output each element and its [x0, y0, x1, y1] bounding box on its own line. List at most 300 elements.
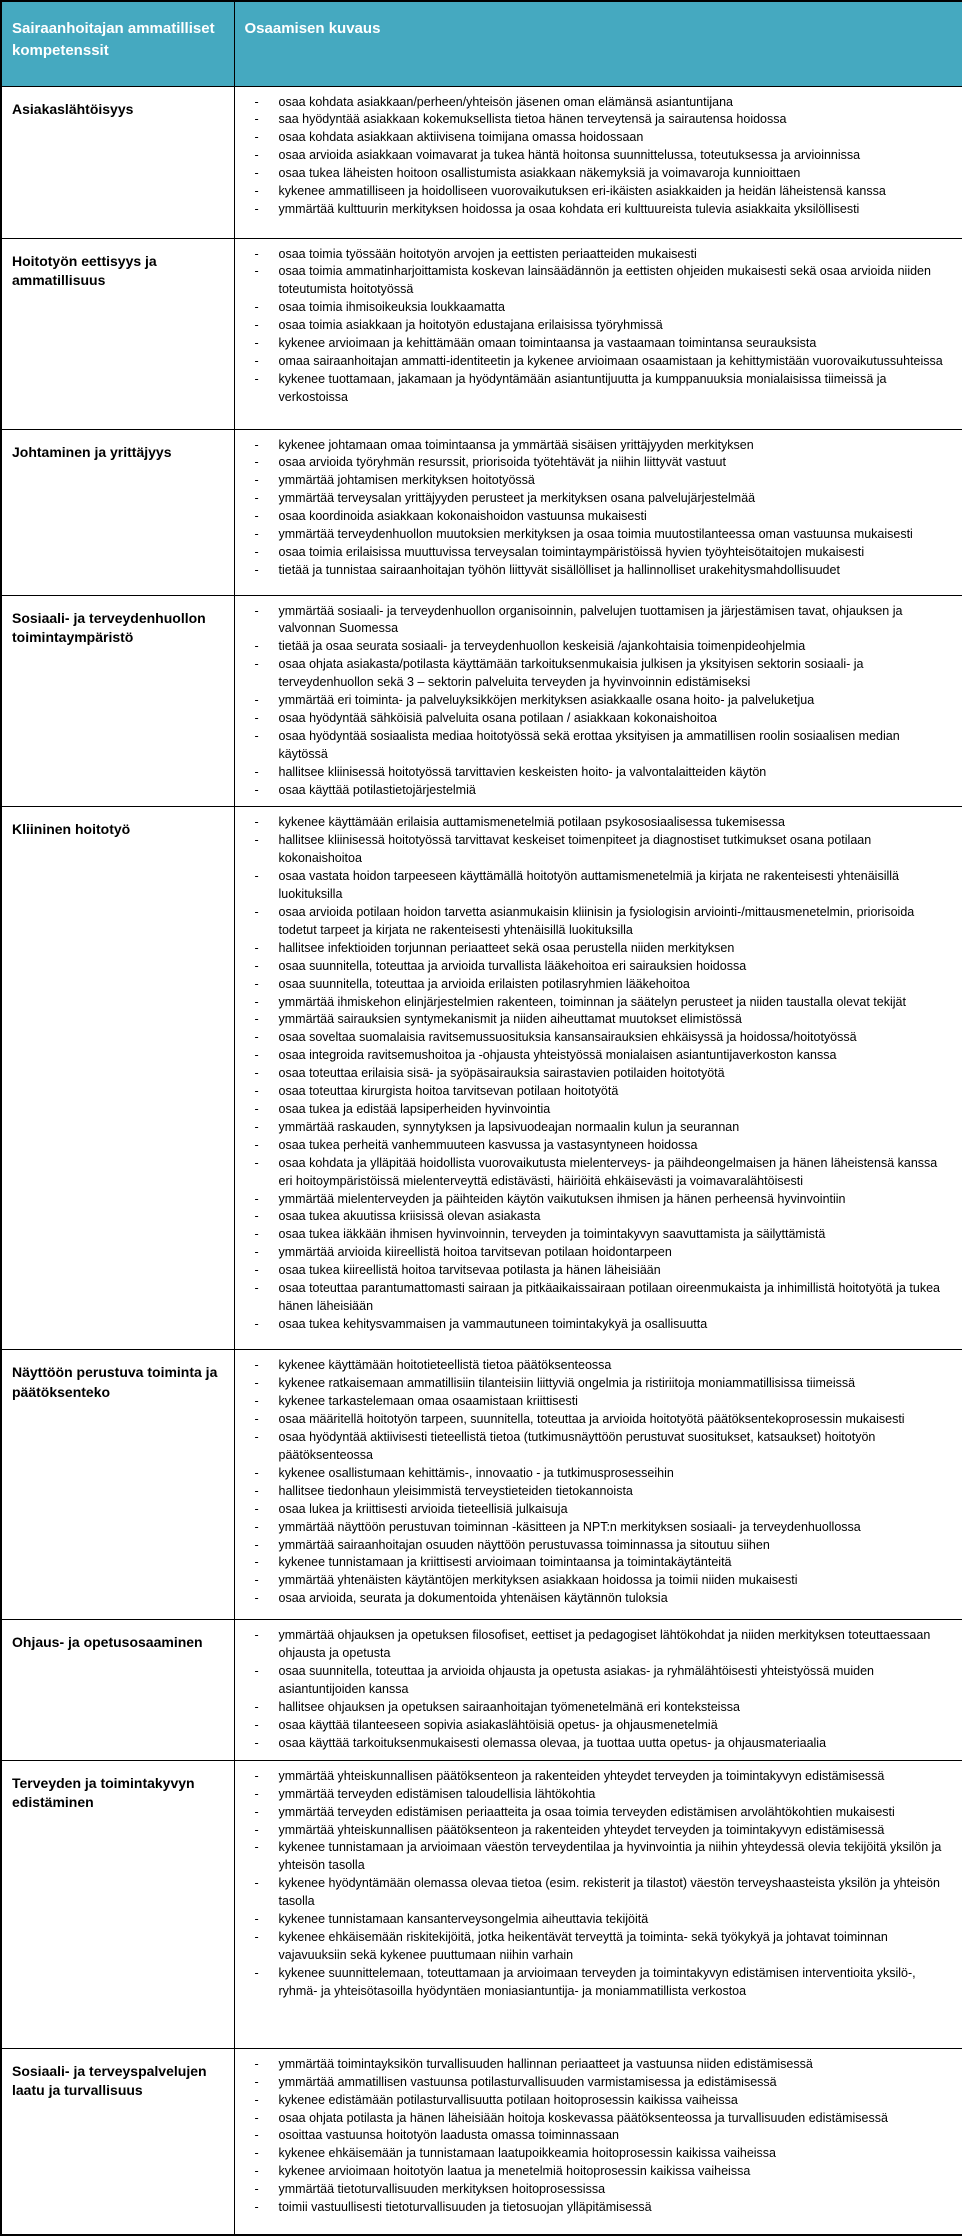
competency-descriptions	[234, 238, 962, 429]
list-item	[255, 1786, 955, 1804]
bullet-dash: -	[254, 509, 259, 524]
list-item	[255, 1875, 955, 1911]
bullet-text: osaa hyödyntää sosiaalista mediaa hoitotyössä sekä erottaa yksityisen ja ammatillisen roolin sosiaalisen median käytössä	[278, 728, 900, 761]
list-item	[255, 1101, 955, 1119]
list-item	[255, 1911, 955, 1929]
list-item	[255, 1663, 955, 1699]
competency-label: Terveyden ja toimintakyvyn edistäminen	[1, 1760, 234, 2048]
list-item	[255, 1929, 955, 1965]
header-row	[1, 1, 962, 86]
bullet-text: osaa suunnitella, toteuttaa ja arvioida erilaisten potilasryhmien lääkehoitoa	[278, 976, 690, 991]
bullet-text: osaa tukea iäkkään ihmisen hyvinvoinnin, terveyden ja toimintakyvyn saavuttamista ja säilyttämistä	[278, 1227, 826, 1242]
list-item	[255, 1262, 955, 1280]
bullet-dash: -	[254, 371, 259, 386]
bullet-text: kykenee ehkäisemään ja tunnistamaan laatupoikkeamia hoitoprosessin kaikissa vaiheissa	[278, 2146, 777, 2161]
bullet-dash: -	[254, 1965, 259, 1980]
bullet-dash: -	[254, 1573, 259, 1588]
bullet-dash: -	[254, 264, 259, 279]
list-item	[255, 832, 955, 868]
bullet-dash: -	[254, 1358, 259, 1373]
list-item	[255, 1839, 955, 1875]
bullet-dash: -	[254, 976, 259, 991]
bullet-text: omaa sairaanhoitajan ammatti-identiteetin ja kykenee arvioimaan osaamistaan ja kehittymistään vuorovaikutussuhteissa	[278, 353, 943, 368]
bullet-text: osaa kohdata asiakkaan aktiivisena toimijana omassa hoidossaan	[278, 130, 644, 145]
list-item	[255, 1501, 955, 1519]
bullet-dash: -	[254, 1718, 259, 1732]
list-item	[255, 562, 955, 580]
bullet-text: kykenee ammatilliseen ja hoidolliseen vuorovaikutuksen eri-ikäisten asiakkaiden ja heidän läheistensä kanssa	[278, 184, 886, 199]
bullet-dash: -	[254, 562, 259, 577]
bullet-text: kykenee ehkäisemään riskitekijöitä, jotka heikentävät terveyttä ja toiminta- sekä työkykyä ja johtavat toiminnan vajavuuksiin sekä kykenee puuttumaan niihin varhain	[278, 1929, 888, 1962]
list-item	[255, 1483, 955, 1501]
bullet-dash: -	[254, 1555, 259, 1570]
bullet-text: ymmärtää sairauksien syntymekanismit ja niiden aiheuttamat muutokset elimistössä	[278, 1012, 742, 1027]
bullet-dash: -	[254, 148, 259, 163]
list-item	[255, 814, 955, 832]
bullet-dash: -	[254, 657, 259, 672]
bullet-text: ymmärtää terveyden edistämisen periaatteita ja osaa toimia terveyden edistämisen arvolähtökohtien mukaisesti	[278, 1804, 895, 1819]
bullet-dash: -	[254, 1822, 259, 1837]
list-item	[255, 437, 955, 455]
bullet-dash: -	[254, 300, 259, 315]
bullet-text: osaa arvioida potilaan hoidon tarvetta asianmukaisin kliinisin ja fysiologisin arviointi-/mittausmenetelmin, priorisoida todetut tarpeet ja kirjata ne rakenteisesti yhtenäisillä luokituksilla	[278, 905, 915, 937]
table-row	[1, 807, 962, 1350]
bullet-text: osaa määritellä hoitotyön tarpeen, suunnitella, toteuttaa ja arvioida hoitotyötä päätöksentekoprosessin mukaisesti	[278, 1412, 905, 1427]
list-item	[255, 904, 955, 940]
list-item	[255, 1735, 955, 1753]
table-row	[1, 595, 962, 807]
bullet-dash: -	[254, 815, 259, 830]
bullet-dash: -	[254, 527, 259, 542]
list-item	[255, 508, 955, 526]
list-item	[255, 526, 955, 544]
bullet-dash: -	[254, 2128, 259, 2143]
list-item	[255, 183, 955, 201]
bullet-text: ymmärtää mielenterveyden ja päihteiden käytön vaikutuksen ihmisen ja hänen perheensä hyvinvointiin	[278, 1191, 846, 1206]
list-item	[255, 353, 955, 371]
list-item	[255, 1280, 955, 1316]
table-row	[1, 2048, 962, 2235]
bullet-text: kykenee tunnistamaan ja arvioimaan väestön terveydentilaa ja hyvinvointia ja niihin yhteydessä olevia tekijöitä yksilön ja yhteisön tasolla	[278, 1840, 942, 1873]
bullet-dash: -	[254, 1209, 259, 1224]
bullet-dash: -	[254, 1048, 259, 1063]
competency-label: Ohjaus- ja opetusosaaminen	[1, 1620, 234, 1760]
list-item	[255, 246, 955, 264]
bullet-text: osaa arvioida, seurata ja dokumentoida yhtenäisen käytännön tuloksia	[278, 1591, 668, 1606]
list-item	[255, 2199, 955, 2217]
bullet-text: osaa hyödyntää sähköisiä palveluita osana potilaan / asiakkaan kokonaishoitoa	[278, 710, 717, 725]
list-item	[255, 2127, 955, 2145]
bullet-text: ymmärtää ohjauksen ja opetuksen filosofiset, eettiset ja pedagogiset lähtökohdat ja niiden merkityksen toteuttaessaan ohjausta ja opetusta	[278, 1628, 931, 1661]
list-item	[255, 371, 955, 407]
bullet-dash: -	[254, 1840, 259, 1855]
bullet-text: ymmärtää ihmiskehon elinjärjestelmien rakenteen, toiminnan ja säätelyn perusteet ja niiden taustalla olevat tekijät	[278, 994, 906, 1009]
bullet-dash: -	[254, 353, 259, 368]
bullet-dash: -	[254, 1628, 259, 1643]
bullet-text: tietää ja osaa seurata sosiaali- ja terveydenhuollon keskeisiä /ajankohtaisia toimenpideohjelmia	[278, 639, 806, 654]
bullet-dash: -	[254, 201, 259, 216]
list-item	[255, 1572, 955, 1590]
bullet-dash: -	[254, 1394, 259, 1409]
list-item	[255, 1191, 955, 1209]
list-item	[255, 764, 955, 782]
list-item	[255, 472, 955, 490]
bullet-dash: -	[254, 2092, 259, 2107]
bullet-dash: -	[254, 994, 259, 1009]
bullet-text: ymmärtää sosiaali- ja terveydenhuollon organisoinnin, palvelujen tuottamisen ja järjestämisen tavat, ohjauksen ja valvonnan Suomessa	[278, 603, 903, 636]
list-item	[255, 1011, 955, 1029]
competency-label: Hoitotyön eettisyys ja ammatillisuus	[1, 238, 234, 429]
bullet-text: tietää ja tunnistaa sairaanhoitajan työhön liittyvät sisällölliset ja hallinnolliset urakehitysmahdollisuudet	[278, 562, 840, 577]
bullet-dash: -	[254, 869, 259, 884]
list-item	[255, 1226, 955, 1244]
table-row	[1, 86, 962, 238]
bullet-text: osaa käyttää tarkoituksenmukaisesti olemassa olevaa, ja tuottaa uutta opetus- ja ohjausmateriaalia	[278, 1735, 827, 1750]
list-item	[255, 710, 955, 728]
bullet-dash: -	[254, 940, 259, 955]
list-item	[255, 1244, 955, 1262]
bullet-dash: -	[254, 1804, 259, 1819]
bullet-text: kykenee suunnittelemaan, toteuttamaan ja arvioimaan terveyden ja toimintakyvyn edistämisen interventioita yksilö-, ryhmä- ja yhteisötasoilla hyödyntäen moniasiantuntija- ja moniammatillista verkostoa	[278, 1965, 916, 1998]
list-item	[255, 165, 955, 183]
bullet-dash: -	[254, 1700, 259, 1715]
list-item	[255, 1768, 955, 1786]
bullet-text: osaa tukea ja edistää lapsiperheiden hyvinvointia	[278, 1101, 551, 1116]
bullet-text: kykenee johtamaan omaa toimintaansa ja ymmärtää sisäisen yrittäjyyden merkityksen	[278, 437, 754, 452]
list-item	[255, 603, 955, 639]
bullet-text: ymmärtää arvioida kiireellistä hoitoa tarvitsevan potilaan hoidontarpeen	[278, 1245, 672, 1260]
table-row	[1, 1760, 962, 2048]
bullet-dash: -	[254, 2056, 259, 2071]
bullet-dash: -	[254, 1664, 259, 1679]
bullet-text: osaa arvioida työryhmän resurssit, priorisoida työtehtävät ja niihin liittyvät vastuut	[278, 455, 726, 470]
competency-label: Näyttöön perustuva toiminta ja päätöksenteko	[1, 1350, 234, 1620]
bullet-dash: -	[254, 1501, 259, 1516]
list-item	[255, 2056, 955, 2074]
bullet-text: ymmärtää terveysalan yrittäjyyden perusteet ja merkityksen osana palvelujärjestelmää	[278, 491, 756, 506]
bullet-dash: -	[254, 1155, 259, 1170]
bullet-dash: -	[254, 1519, 259, 1534]
list-item	[255, 490, 955, 508]
bullet-text: ymmärtää näyttöön perustuvan toiminnan -käsitteen ja NPT:n merkityksen sosiaali- ja terveydenhuollossa	[278, 1519, 861, 1534]
bullet-text: kykenee osallistumaan kehittämis-, innovaatio - ja tutkimusprosesseihin	[278, 1465, 674, 1480]
bullet-text: ymmärtää raskauden, synnytyksen ja lapsivuodeajan normaalin kulun ja seurannan	[278, 1119, 740, 1134]
bullet-text: osaa käyttää tilanteeseen sopivia asiakaslähtöisiä opetus- ja ohjausmenetelmiä	[278, 1718, 718, 1732]
list-item	[255, 1411, 955, 1429]
list-item	[255, 1554, 955, 1572]
list-item	[255, 976, 955, 994]
bullet-text: osaa hyödyntää aktiivisesti tieteellistä tietoa (tutkimusnäyttöön perustuvat suositukset, katsaukset) hoitotyön päätöksenteossa	[278, 1430, 876, 1462]
list-item	[255, 1429, 955, 1465]
competency-label: Sosiaali- ja terveydenhuollon toimintaympäristö	[1, 595, 234, 807]
bullet-dash: -	[254, 491, 259, 506]
list-item	[255, 2074, 955, 2092]
bullet-dash: -	[254, 2146, 259, 2161]
bullet-text: kykenee hyödyntämään olemassa olevaa tietoa (esim. rekisterit ja tilastot) väestön terveyshaasteista yksilön ja yhteisön tasolla	[278, 1876, 940, 1909]
bullet-text: osaa käyttää potilastietojärjestelmiä	[278, 782, 476, 797]
competency-descriptions	[234, 1620, 962, 1760]
bullet-text: osaa vastata hoidon tarpeeseen käyttämällä hoitotyön auttamismenetelmiä ja kirjata ne rakenteisesti yhtenäisillä luokituksilla	[278, 869, 899, 902]
bullet-dash: -	[254, 905, 259, 919]
bullet-text: hallitsee infektioiden torjunnan periaatteet sekä osaa perustella niiden merkityksen	[278, 940, 735, 955]
bullet-dash: -	[254, 94, 259, 109]
bullet-text: osaa toimia asiakkaan ja hoitotyön edustajana erilaisissa työryhmissä	[278, 318, 663, 333]
bullet-text: ymmärtää toimintayksikön turvallisuuden hallinnan periaatteet ja vastuunsa niiden edistämisessä	[278, 2056, 813, 2071]
bullet-dash: -	[254, 1316, 259, 1331]
bullet-dash: -	[254, 693, 259, 708]
bullet-text: ymmärtää yhteiskunnallisen päätöksenteon ja rakenteiden yhteydet terveyden ja toimintakyvyn edistämisessä	[278, 1768, 885, 1783]
bullet-text: kykenee tunnistamaan kansanterveysongelmia aiheuttavia tekijöitä	[278, 1912, 649, 1927]
bullet-dash: -	[254, 1912, 259, 1927]
list-item	[255, 1717, 955, 1735]
list-item	[255, 728, 955, 764]
bullet-dash: -	[254, 544, 259, 559]
bullet-dash: -	[254, 1465, 259, 1480]
bullet-text: ymmärtää kulttuurin merkityksen hoidossa ja osaa kohdata eri kulttuureista tulevia asiakkaita yksilöllisesti	[278, 201, 860, 216]
bullet-dash: -	[254, 639, 259, 654]
bullet-text: osaa suunnitella, toteuttaa ja arvioida turvallista lääkehoitoa eri sairauksien hoidossa	[278, 958, 747, 973]
bullet-text: kykenee käyttämään hoitotieteellistä tietoa päätöksenteossa	[278, 1358, 612, 1373]
bullet-dash: -	[254, 1191, 259, 1206]
list-item	[255, 692, 955, 710]
list-item	[255, 2181, 955, 2199]
bullet-dash: -	[254, 2110, 259, 2125]
list-item	[255, 1029, 955, 1047]
bullet-dash: -	[254, 437, 259, 452]
competency-descriptions	[234, 429, 962, 595]
bullet-text: osaa tukea kiireellistä hoitoa tarvitsevaa potilasta ja hänen läheisiään	[278, 1263, 661, 1278]
list-item	[255, 1465, 955, 1483]
bullet-text: kykenee arvioimaan hoitotyön laatua ja menetelmiä hoitoprosessin kaikissa vaiheissa	[278, 2164, 751, 2179]
bullet-dash: -	[254, 1768, 259, 1783]
table-header	[1, 1, 962, 86]
list-item	[255, 656, 955, 692]
bullet-text: osaa toteuttaa erilaisia sisä- ja syöpäsairauksia sairastavien potilaiden hoitotyötä	[278, 1066, 725, 1081]
bullet-dash: -	[254, 246, 259, 261]
competency-descriptions	[234, 1760, 962, 2048]
list-item	[255, 147, 955, 165]
bullet-dash: -	[254, 1412, 259, 1427]
bullet-text: osaa toimia työssään hoitotyön arvojen ja eettisten periaatteiden mukaisesti	[278, 246, 697, 261]
competency-label: Sosiaali- ja terveyspalvelujen laatu ja turvallisuus	[1, 2048, 234, 2235]
list-item	[255, 1804, 955, 1822]
bullet-dash: -	[254, 1084, 259, 1099]
bullet-dash: -	[254, 1537, 259, 1552]
bullet-dash: -	[254, 1101, 259, 1116]
list-item	[255, 1065, 955, 1083]
bullet-text: saa hyödyntää asiakkaan kokemuksellista tietoa hänen terveytensä ja sairautensa hoidossa	[278, 112, 787, 127]
bullet-dash: -	[254, 1876, 259, 1891]
list-item	[255, 1155, 955, 1191]
bullet-text: osaa tukea akuutissa kriisissä olevan asiakasta	[278, 1209, 541, 1224]
list-item	[255, 1208, 955, 1226]
competency-label: Kliininen hoitotyö	[1, 807, 234, 1350]
list-item	[255, 1627, 955, 1663]
list-item	[255, 1375, 955, 1393]
bullet-dash: -	[254, 1483, 259, 1498]
bullet-text: osaa ohjata asiakasta/potilasta käyttämään tarkoituksenmukaisia julkisen ja yksityisen sektorin sosiaali- ja terveydenhuollon sekä 3 – sektorin palveluita terveyden ja hyvinvoinnin edistämiseksi	[278, 657, 864, 690]
bullet-dash: -	[254, 2074, 259, 2089]
bullet-text: hallitsee tiedonhaun yleisimmistä terveystieteiden tietokannoista	[278, 1483, 633, 1498]
bullet-dash: -	[254, 1786, 259, 1801]
list-item	[255, 2163, 955, 2181]
bullet-dash: -	[254, 764, 259, 779]
list-item	[255, 994, 955, 1012]
bullet-dash: -	[254, 1119, 259, 1134]
list-item	[255, 94, 955, 112]
bullet-dash: -	[254, 1245, 259, 1260]
bullet-text: osaa toteuttaa parantumattomasti sairaan ja pitkäaikaissairaan potilaan oireenmukaista ja inhimillistä hoitotyötä ja tukea hänen läheisiään	[278, 1281, 940, 1313]
bullet-text: ymmärtää yhteiskunnallisen päätöksenteon ja rakenteiden yhteydet terveyden ja toimintakyvyn edistämisessä	[278, 1822, 885, 1837]
list-item	[255, 940, 955, 958]
bullet-text: ymmärtää terveydenhuollon muutoksien merkityksen ja osaa toimia muutostilanteessa oman vastuunsa mukaisesti	[278, 527, 913, 542]
bullet-text: osaa koordinoida asiakkaan kokonaishoidon vastuunsa mukaisesti	[278, 509, 647, 524]
list-item	[255, 1047, 955, 1065]
bullet-dash: -	[254, 2200, 259, 2215]
header-description: Osaamisen kuvaus	[234, 1, 962, 86]
list-item	[255, 129, 955, 147]
list-item	[255, 1537, 955, 1555]
bullet-text: kykenee arvioimaan ja kehittämään omaan toimintaansa ja vastaamaan toimintansa seurauksista	[278, 336, 817, 351]
bullet-dash: -	[254, 2164, 259, 2179]
bullet-dash: -	[254, 833, 259, 848]
bullet-text: kykenee tunnistamaan ja kriittisesti arvioimaan toimintaansa ja toimintakäytänteitä	[278, 1555, 732, 1570]
list-item	[255, 868, 955, 904]
table-row	[1, 1620, 962, 1760]
bullet-text: ymmärtää ammatillisen vastuunsa potilasturvallisuuden varmistamisessa ja edistämisessä	[278, 2074, 777, 2089]
bullet-dash: -	[254, 184, 259, 199]
bullet-dash: -	[254, 1066, 259, 1081]
bullet-text: osaa soveltaa suomalaisia ravitsemussuosituksia kansansairauksien ehkäisyssä ja hoidossa/hoitotyössä	[278, 1030, 857, 1045]
competency-label: Johtaminen ja yrittäjyys	[1, 429, 234, 595]
bullet-dash: -	[254, 728, 259, 743]
list-item	[255, 1699, 955, 1717]
header-competencies: Sairaanhoitajan ammatilliset kompetenssit	[1, 1, 234, 86]
list-item	[255, 1590, 955, 1608]
bullet-text: osaa integroida ravitsemushoitoa ja -ohjausta yhteistyössä monialaisen asiantuntijaverkoston kanssa	[278, 1048, 837, 1063]
table-row	[1, 1350, 962, 1620]
bullet-text: ymmärtää tietoturvallisuuden merkityksen hoitoprosessissa	[278, 2182, 606, 2197]
bullet-text: osaa toteuttaa kirurgista hoitoa tarvitsevan potilaan hoitotyötä	[278, 1084, 619, 1099]
bullet-dash: -	[254, 1030, 259, 1045]
bullet-text: kykenee ratkaisemaan ammatillisiin tilanteisiin liittyviä ongelmia ja ristiriitoja moniammatillisissa tiimeissä	[278, 1376, 856, 1391]
bullet-dash: -	[254, 603, 259, 618]
bullet-dash: -	[254, 1929, 259, 1944]
bullet-text: kykenee tarkastelemaan omaa osaamistaan kriittisesti	[278, 1394, 578, 1409]
list-item	[255, 317, 955, 335]
bullet-text: hallitsee kliinisessä hoitotyössä tarvittavat keskeiset toimenpiteet ja diagnostiset tutkimukset osana potilaan kokonaishoitoa	[278, 833, 872, 866]
competency-label: Asiakaslähtöisyys	[1, 86, 234, 238]
list-item	[255, 299, 955, 317]
bullet-text: kykenee edistämään potilasturvallisuutta potilaan hoitoprosessin kaikissa vaiheissa	[278, 2092, 738, 2107]
bullet-text: osaa ohjata potilasta ja hänen läheisiään hoitoja koskevassa päätöksenteossa ja turvallisuuden edistämisessä	[278, 2110, 888, 2125]
bullet-dash: -	[254, 958, 259, 973]
list-item	[255, 1822, 955, 1840]
bullet-dash: -	[254, 1430, 259, 1445]
bullet-text: ymmärtää johtamisen merkityksen hoitotyössä	[278, 473, 535, 488]
bullet-text: ymmärtää terveyden edistämisen taloudellisia lähtökohtia	[278, 1786, 596, 1801]
bullet-dash: -	[254, 336, 259, 351]
bullet-dash: -	[254, 1263, 259, 1278]
bullet-text: osaa tukea perheitä vanhemmuuteen kasvussa ja vastasyntyneen hoidossa	[278, 1137, 698, 1152]
bullet-text: osoittaa vastuunsa hoitotyön laadusta omassa toiminnassaan	[278, 2128, 619, 2143]
list-item	[255, 1393, 955, 1411]
bullet-dash: -	[254, 782, 259, 797]
bullet-text: osaa kohdata ja ylläpitää hoidollista vuorovaikutusta mielenterveys- ja päihdeongelmaisen ja hänen läheistensä kanssa eri hoitoympäristöissä mielenterveyttä edistävästi, häiriöitä ehkäisevästi ja voimavaralähtöisesti	[278, 1155, 938, 1188]
bullet-dash: -	[254, 1227, 259, 1242]
bullet-dash: -	[254, 130, 259, 145]
bullet-text: osaa lukea ja kriittisesti arvioida tieteellisiä julkaisuja	[278, 1501, 568, 1516]
bullet-text: osaa toimia erilaisissa muuttuvissa terveysalan toimintaympäristöissä hyvien työyhteisötaitojen mukaisesti	[278, 544, 865, 559]
list-item	[255, 782, 955, 800]
list-item	[255, 1965, 955, 2001]
bullet-text: hallitsee ohjauksen ja opetuksen sairaanhoitajan työmenetelmänä eri konteksteissa	[278, 1700, 740, 1715]
bullet-text: ymmärtää sairaanhoitajan osuuden näyttöön perustuvassa toiminnassa ja sitoutuu siihen	[278, 1537, 770, 1552]
bullet-dash: -	[254, 1735, 259, 1750]
list-item	[255, 1357, 955, 1375]
list-item	[255, 958, 955, 976]
competency-descriptions	[234, 86, 962, 238]
bullet-text: ymmärtää eri toiminta- ja palveluyksikköjen merkityksen asiakkaalle osana hoito- ja palveluketjua	[278, 693, 815, 708]
bullet-text: ymmärtää yhtenäisten käytäntöjen merkityksen asiakkaan hoidossa ja toimii niiden mukaisesti	[278, 1573, 798, 1588]
list-item	[255, 1083, 955, 1101]
list-item	[255, 1519, 955, 1537]
table-body	[1, 86, 962, 2235]
competency-descriptions	[234, 2048, 962, 2235]
bullet-text: osaa arvioida asiakkaan voimavarat ja tukea häntä hoitonsa suunnittelussa, toteutuksessa ja arvioinnissa	[278, 148, 861, 163]
bullet-dash: -	[254, 1376, 259, 1391]
list-item	[255, 335, 955, 353]
list-item	[255, 2145, 955, 2163]
bullet-text: kykenee tuottamaan, jakamaan ja hyödyntämään asiantuntijuutta ja kumppanuuksia monialaisissa tiimeissä ja verkostoissa	[278, 371, 887, 404]
bullet-dash: -	[254, 455, 259, 470]
bullet-text: toimii vastuullisesti tietoturvallisuuden ja tietosuojan ylläpitämisessä	[278, 2200, 652, 2215]
list-item	[255, 111, 955, 129]
competency-descriptions	[234, 1350, 962, 1620]
bullet-text: osaa tukea kehitysvammaisen ja vammautuneen toimintakykyä ja osallisuutta	[278, 1316, 708, 1331]
list-item	[255, 263, 955, 299]
bullet-dash: -	[254, 1281, 259, 1296]
bullet-dash: -	[254, 2182, 259, 2197]
table-row	[1, 429, 962, 595]
bullet-dash: -	[254, 1591, 259, 1606]
bullet-dash: -	[254, 1137, 259, 1152]
bullet-dash: -	[254, 1012, 259, 1027]
competency-descriptions	[234, 807, 962, 1350]
list-item	[255, 2092, 955, 2110]
table-row	[1, 238, 962, 429]
bullet-text: kykenee käyttämään erilaisia auttamismenetelmiä potilaan psykososiaalisessa tukemisessa	[278, 815, 785, 830]
list-item	[255, 1137, 955, 1155]
bullet-dash: -	[254, 710, 259, 725]
list-item	[255, 638, 955, 656]
bullet-dash: -	[254, 318, 259, 333]
list-item	[255, 1119, 955, 1137]
list-item	[255, 544, 955, 562]
competency-descriptions	[234, 595, 962, 807]
bullet-text: osaa toimia ammatinharjoittamista koskevan lainsäädännön ja eettisten ohjeiden mukaisesti sekä osaa arvioida niiden toteutumista hoitotyössä	[278, 264, 931, 297]
bullet-text: osaa toimia ihmisoikeuksia loukkaamatta	[278, 300, 505, 315]
bullet-dash: -	[254, 112, 259, 127]
list-item	[255, 1316, 955, 1334]
bullet-text: osaa tukea läheisten hoitoon osallistumista asiakkaan näkemyksiä ja voimavaroja kunnioittaen	[278, 166, 801, 181]
list-item	[255, 454, 955, 472]
bullet-text: hallitsee kliinisessä hoitotyössä tarvittavien keskeisten hoito- ja valvontalaitteiden käytön	[278, 764, 767, 779]
list-item	[255, 201, 955, 219]
bullet-dash: -	[254, 473, 259, 488]
bullet-text: osaa suunnitella, toteuttaa ja arvioida ohjausta ja opetusta asiakas- ja ryhmälähtöisesti yhteistyössä muiden asiantuntijoiden kanssa	[278, 1664, 874, 1697]
bullet-dash: -	[254, 166, 259, 181]
